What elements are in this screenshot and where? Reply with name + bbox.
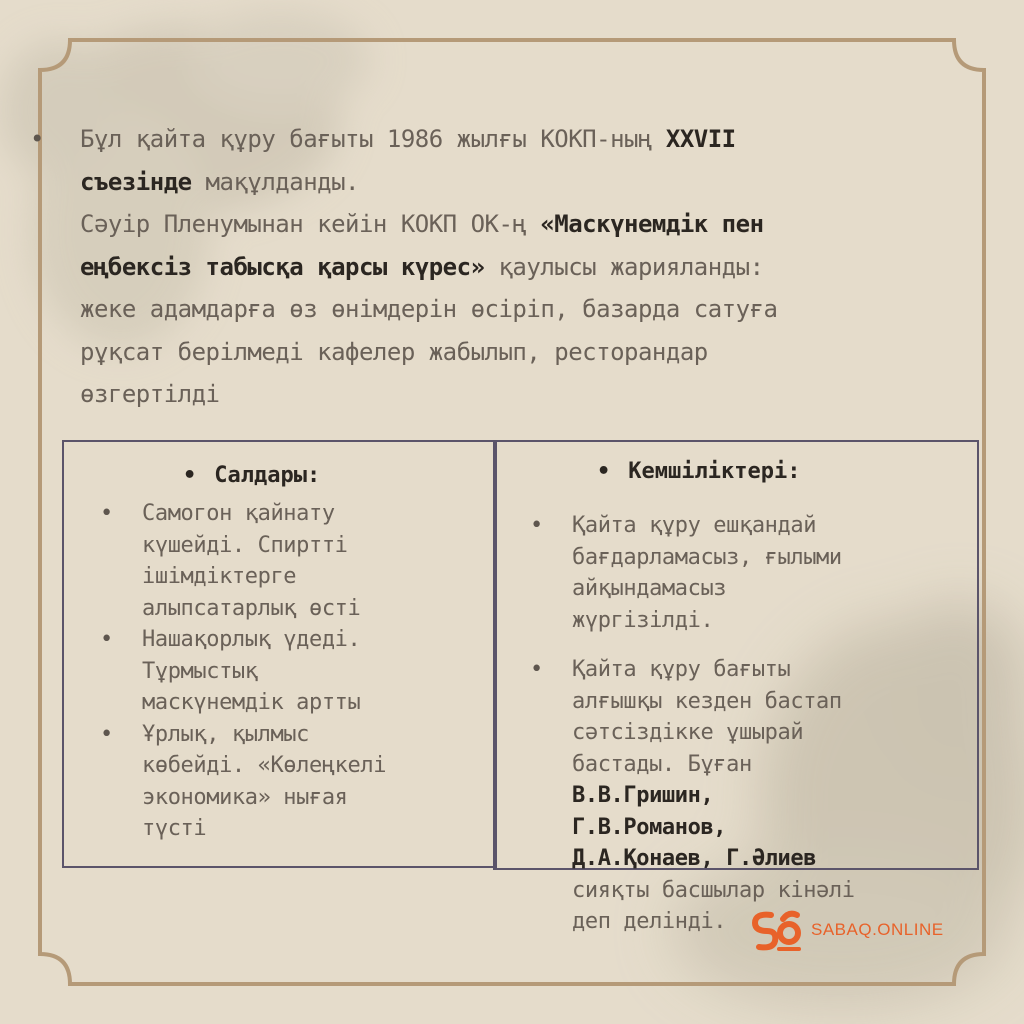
- intro-line: рұқсат берілмеді кафелер жабылып, ресторандар: [80, 337, 708, 366]
- intro-line: Сәуір Пленумынан кейін КОКП ОК-ң «Маскүнемдік пен: [80, 210, 764, 238]
- intro-line: жеке адамдарға өз өнімдерін өсіріп, базарда сатуға: [80, 295, 778, 323]
- sabaq-logo-icon: [749, 905, 805, 955]
- person-name: В.В.Гришин,: [572, 783, 714, 808]
- person-name: Г.В.Романов,: [572, 814, 727, 840]
- intro-line: еңбексіз табысқа қарсы күрес» қаулысы жарияланды:: [80, 252, 764, 281]
- intro-bullet: •: [30, 125, 44, 153]
- intro-line: съезінде мақұлданды.: [80, 167, 359, 196]
- intro-text: [80, 118, 1005, 416]
- consequences-list: [98, 498, 438, 845]
- list-item: • Қайта құру бағыты алғышқы кезден бастап сәтсіздікке ұшырай бастады. Бұған В.В.Гришин, Г.В.Романов, Д.А.Қонаев, Г.Әлиев сияқты басшылар кінәлі деп делінді.: [528, 654, 948, 938]
- list-item: • Қайта құру ешқандай бағдарламасыз, ғылыми айқындамасыз жүргізілді.: [530, 513, 842, 633]
- list-item: • Самогон қайнату күшейді. Спиртті ішімдіктерге алыпсатарлық өсті: [100, 501, 361, 621]
- consequences-heading: • Салдары:: [183, 463, 321, 488]
- list-item: • Ұрлық, қылмыс көбейді. «Көлеңкелі экономика» нығая түсті: [100, 721, 387, 841]
- shortcomings-list: [528, 510, 948, 938]
- person-name: Д.А.Қонаев, Г.Әлиев: [572, 846, 817, 871]
- logo-text: SABAQ.ONLINE: [811, 920, 944, 939]
- intro-paragraph: [30, 118, 1005, 416]
- intro-line: өзгертілді: [80, 380, 220, 408]
- shortcomings-heading: • Кемшіліктері:: [597, 459, 801, 484]
- sabaq-online-logo[interactable]: [749, 903, 969, 957]
- intro-line: Бұл қайта құру бағыты 1986 жылғы КОКП-ның XXVII: [80, 125, 736, 153]
- list-item: • Нашақорлық үдеді. Тұрмыстық маскүнемдік артты: [100, 627, 361, 715]
